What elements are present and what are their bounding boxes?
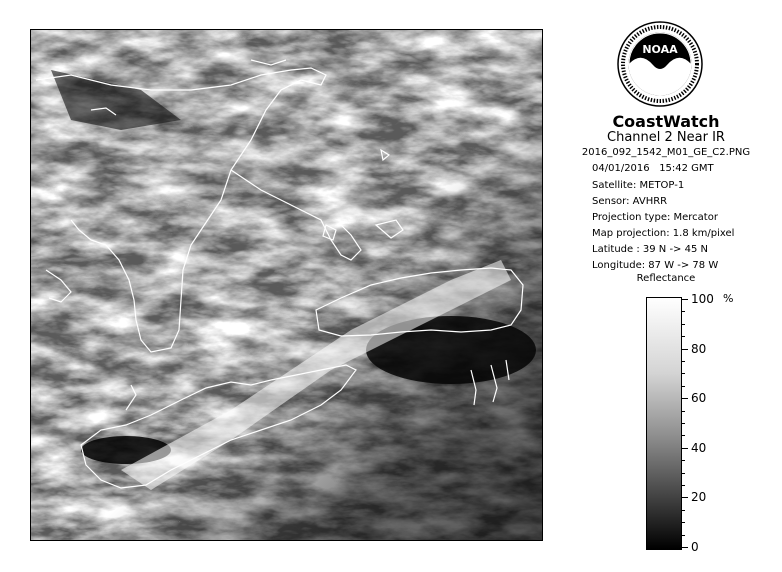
colorbar-minor-tick: [682, 510, 685, 511]
satellite-image-svg: [31, 30, 542, 540]
colorbar-minor-tick: [682, 522, 685, 523]
colorbar-minor-tick: [682, 361, 685, 362]
colorbar-tick: [682, 547, 688, 548]
colorbar-label: Reflectance: [636, 273, 696, 284]
noaa-logo-text: NOAA: [642, 43, 678, 56]
satellite-label: Satellite: METOP-1: [592, 180, 685, 191]
colorbar-tick: [682, 398, 688, 399]
colorbar-minor-tick: [682, 435, 685, 436]
colorbar-tick: [682, 349, 688, 350]
longitude-label: Longitude: 87 W -> 78 W: [592, 260, 719, 271]
colorbar-minor-tick: [682, 423, 685, 424]
colorbar-minor-tick: [682, 311, 685, 312]
satellite-image: [30, 29, 543, 541]
colorbar-minor-tick: [682, 336, 685, 337]
noaa-logo: [617, 21, 703, 107]
colorbar-tick-label: 100: [691, 292, 714, 306]
sensor-label: Sensor: AVHRR: [592, 196, 668, 207]
colorbar-minor-tick: [682, 411, 685, 412]
colorbar-tick-label: 40: [691, 440, 707, 455]
colorbar-minor-tick: [682, 373, 685, 374]
map-projection-label: Map projection: 1.8 km/pixel: [592, 228, 735, 239]
colorbar-tick-label: 0: [691, 540, 699, 554]
colorbar-tick: [682, 448, 688, 449]
colorbar-tick: [682, 497, 688, 498]
colorbar-tick-label: 80: [691, 341, 707, 356]
colorbar-minor-tick: [682, 324, 685, 325]
colorbar-minor-tick: [682, 535, 685, 536]
colorbar-tick: [682, 299, 688, 300]
latitude-label: Latitude : 39 N -> 45 N: [592, 244, 708, 255]
colorbar-minor-tick: [682, 473, 685, 474]
filename: 2016_092_1542_M01_GE_C2.PNG: [581, 147, 751, 158]
time: 15:42 GMT: [659, 163, 714, 174]
colorbar-tick-label: 60: [691, 391, 707, 406]
channel-label: Channel 2 Near IR: [607, 130, 725, 145]
colorbar-tick-label: 20: [691, 490, 707, 505]
colorbar-unit: %: [723, 292, 734, 305]
colorbar-minor-tick: [682, 485, 685, 486]
date: 04/01/2016: [592, 163, 650, 174]
colorbar-minor-tick: [682, 460, 685, 461]
projection-type-label: Projection type: Mercator: [592, 212, 718, 223]
reflectance-colorbar: [646, 297, 682, 550]
date-time: [592, 163, 714, 174]
product-title: CoastWatch: [612, 112, 720, 131]
colorbar-minor-tick: [682, 386, 685, 387]
